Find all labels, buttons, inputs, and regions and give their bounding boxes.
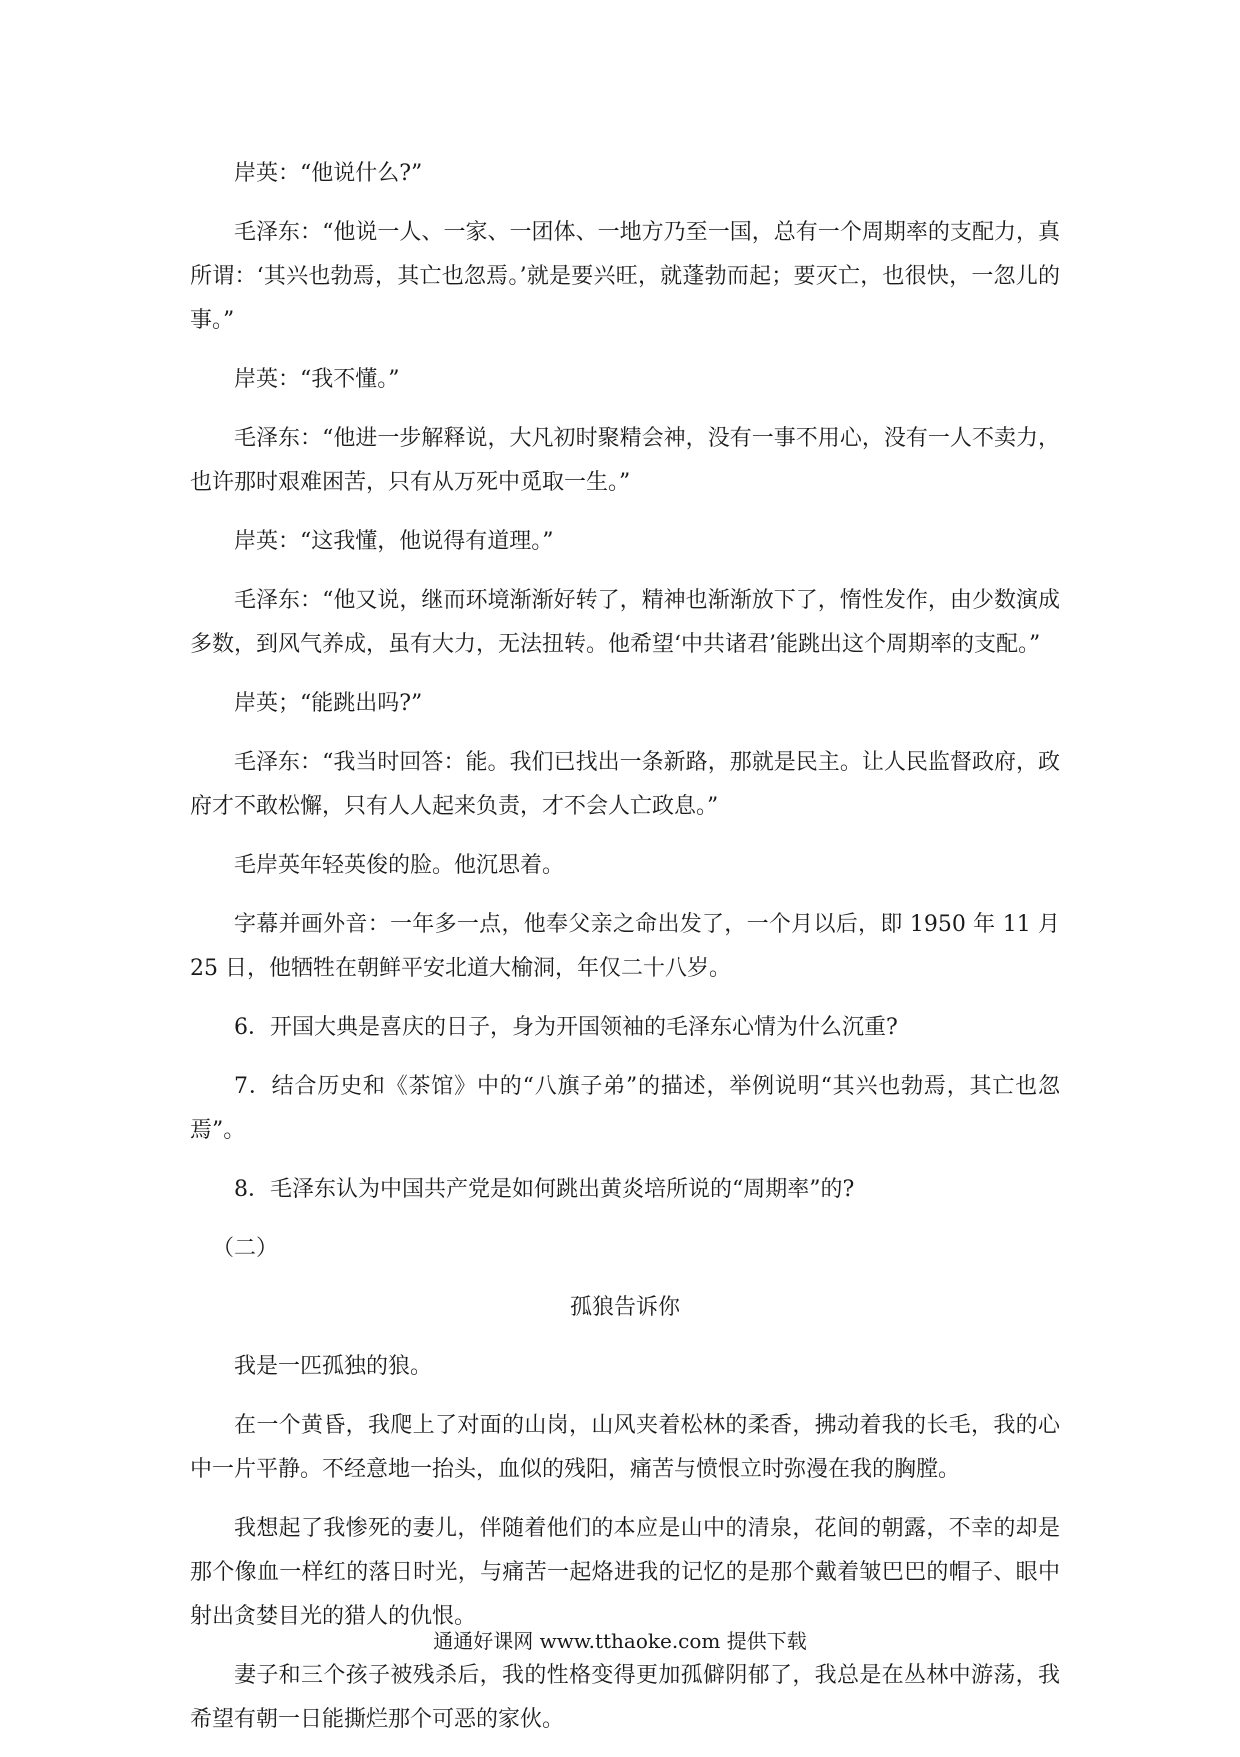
question-7: 7．结合历史和《茶馆》中的“八旗子弟”的描述，举例说明“其兴也勃焉，其亡也忽焉”。	[190, 1074, 1060, 1143]
page-footer: 通通好课网 www.tthaoke.com 提供下载	[433, 1629, 807, 1653]
paragraph: 毛泽东：“他又说，继而环境渐渐好转了，精神也渐渐放下了，惰性发作，由少数演成多数，到风气养成，虽有大力，无法扭转。他希望‘中共诸君’能跳出这个周期率的支配。”	[190, 588, 1060, 657]
paragraph: 毛泽东：“他说一人、一家、一团体、一地方乃至一国，总有一个周期率的支配力，真所谓：‘其兴也勃焉，其亡也忽焉。’就是要兴旺，就蓬勃而起；要灭亡，也很快，一忽儿的事。”	[190, 220, 1060, 333]
paragraph: 毛岸英年轻英俊的脸。他沉思着。	[234, 853, 565, 878]
story-paragraph: 我想起了我惨死的妻儿，伴随着他们的本应是山中的清泉，花间的朝露，不幸的却是那个像血一样红的落日时光，与痛苦一起烙进我的记忆的是那个戴着皱巴巴的帽子、眼中射出贪婪目光的猎人的仇恨。	[190, 1516, 1060, 1629]
question-8: 8．毛泽东认为中国共产党是如何跳出黄炎培所说的“周期率”的?	[234, 1177, 855, 1202]
document-body	[190, 152, 1060, 1757]
story-paragraph: 在一个黄昏，我爬上了对面的山岗，山风夹着松林的柔香，拂动着我的长毛，我的心中一片平静。不经意地一抬头，血似的残阳，痛苦与愤恨立时弥漫在我的胸膛。	[190, 1413, 1060, 1482]
story-title: 孤狼告诉你	[569, 1295, 680, 1320]
paragraph: 毛泽东：“他进一步解释说，大凡初时聚精会神，没有一事不用心，没有一人不卖力，也许那时艰难困苦，只有从万死中觅取一生。”	[190, 426, 1060, 495]
paragraph: 毛泽东：“我当时回答：能。我们已找出一条新路，那就是民主。让人民监督政府，政府才不敢松懈，只有人人起来负责，才不会人亡政息。”	[190, 750, 1060, 819]
paragraph: 岸英：“我不懂。”	[234, 367, 400, 392]
paragraph: 字幕并画外音：一年多一点，他奉父亲之命出发了，一个月以后，即 1950 年 11 月 25 日，他牺牲在朝鲜平安北道大榆洞，年仅二十八岁。	[190, 912, 1060, 981]
paragraph: 岸英：“他说什么?”	[234, 161, 423, 186]
story-paragraph: 妻子和三个孩子被残杀后，我的性格变得更加孤僻阴郁了，我总是在丛林中游荡，我希望有朝一日能撕烂那个可恶的家伙。	[190, 1663, 1060, 1732]
paragraph: 岸英：“这我懂，他说得有道理。”	[234, 529, 554, 554]
story-paragraph: 我是一匹孤独的狼。	[234, 1354, 433, 1379]
paragraph: 岸英；“能跳出吗?”	[234, 691, 423, 716]
section-label: （二）	[212, 1236, 279, 1261]
question-6: 6．开国大典是喜庆的日子，身为开国领袖的毛泽东心情为什么沉重?	[234, 1015, 898, 1040]
